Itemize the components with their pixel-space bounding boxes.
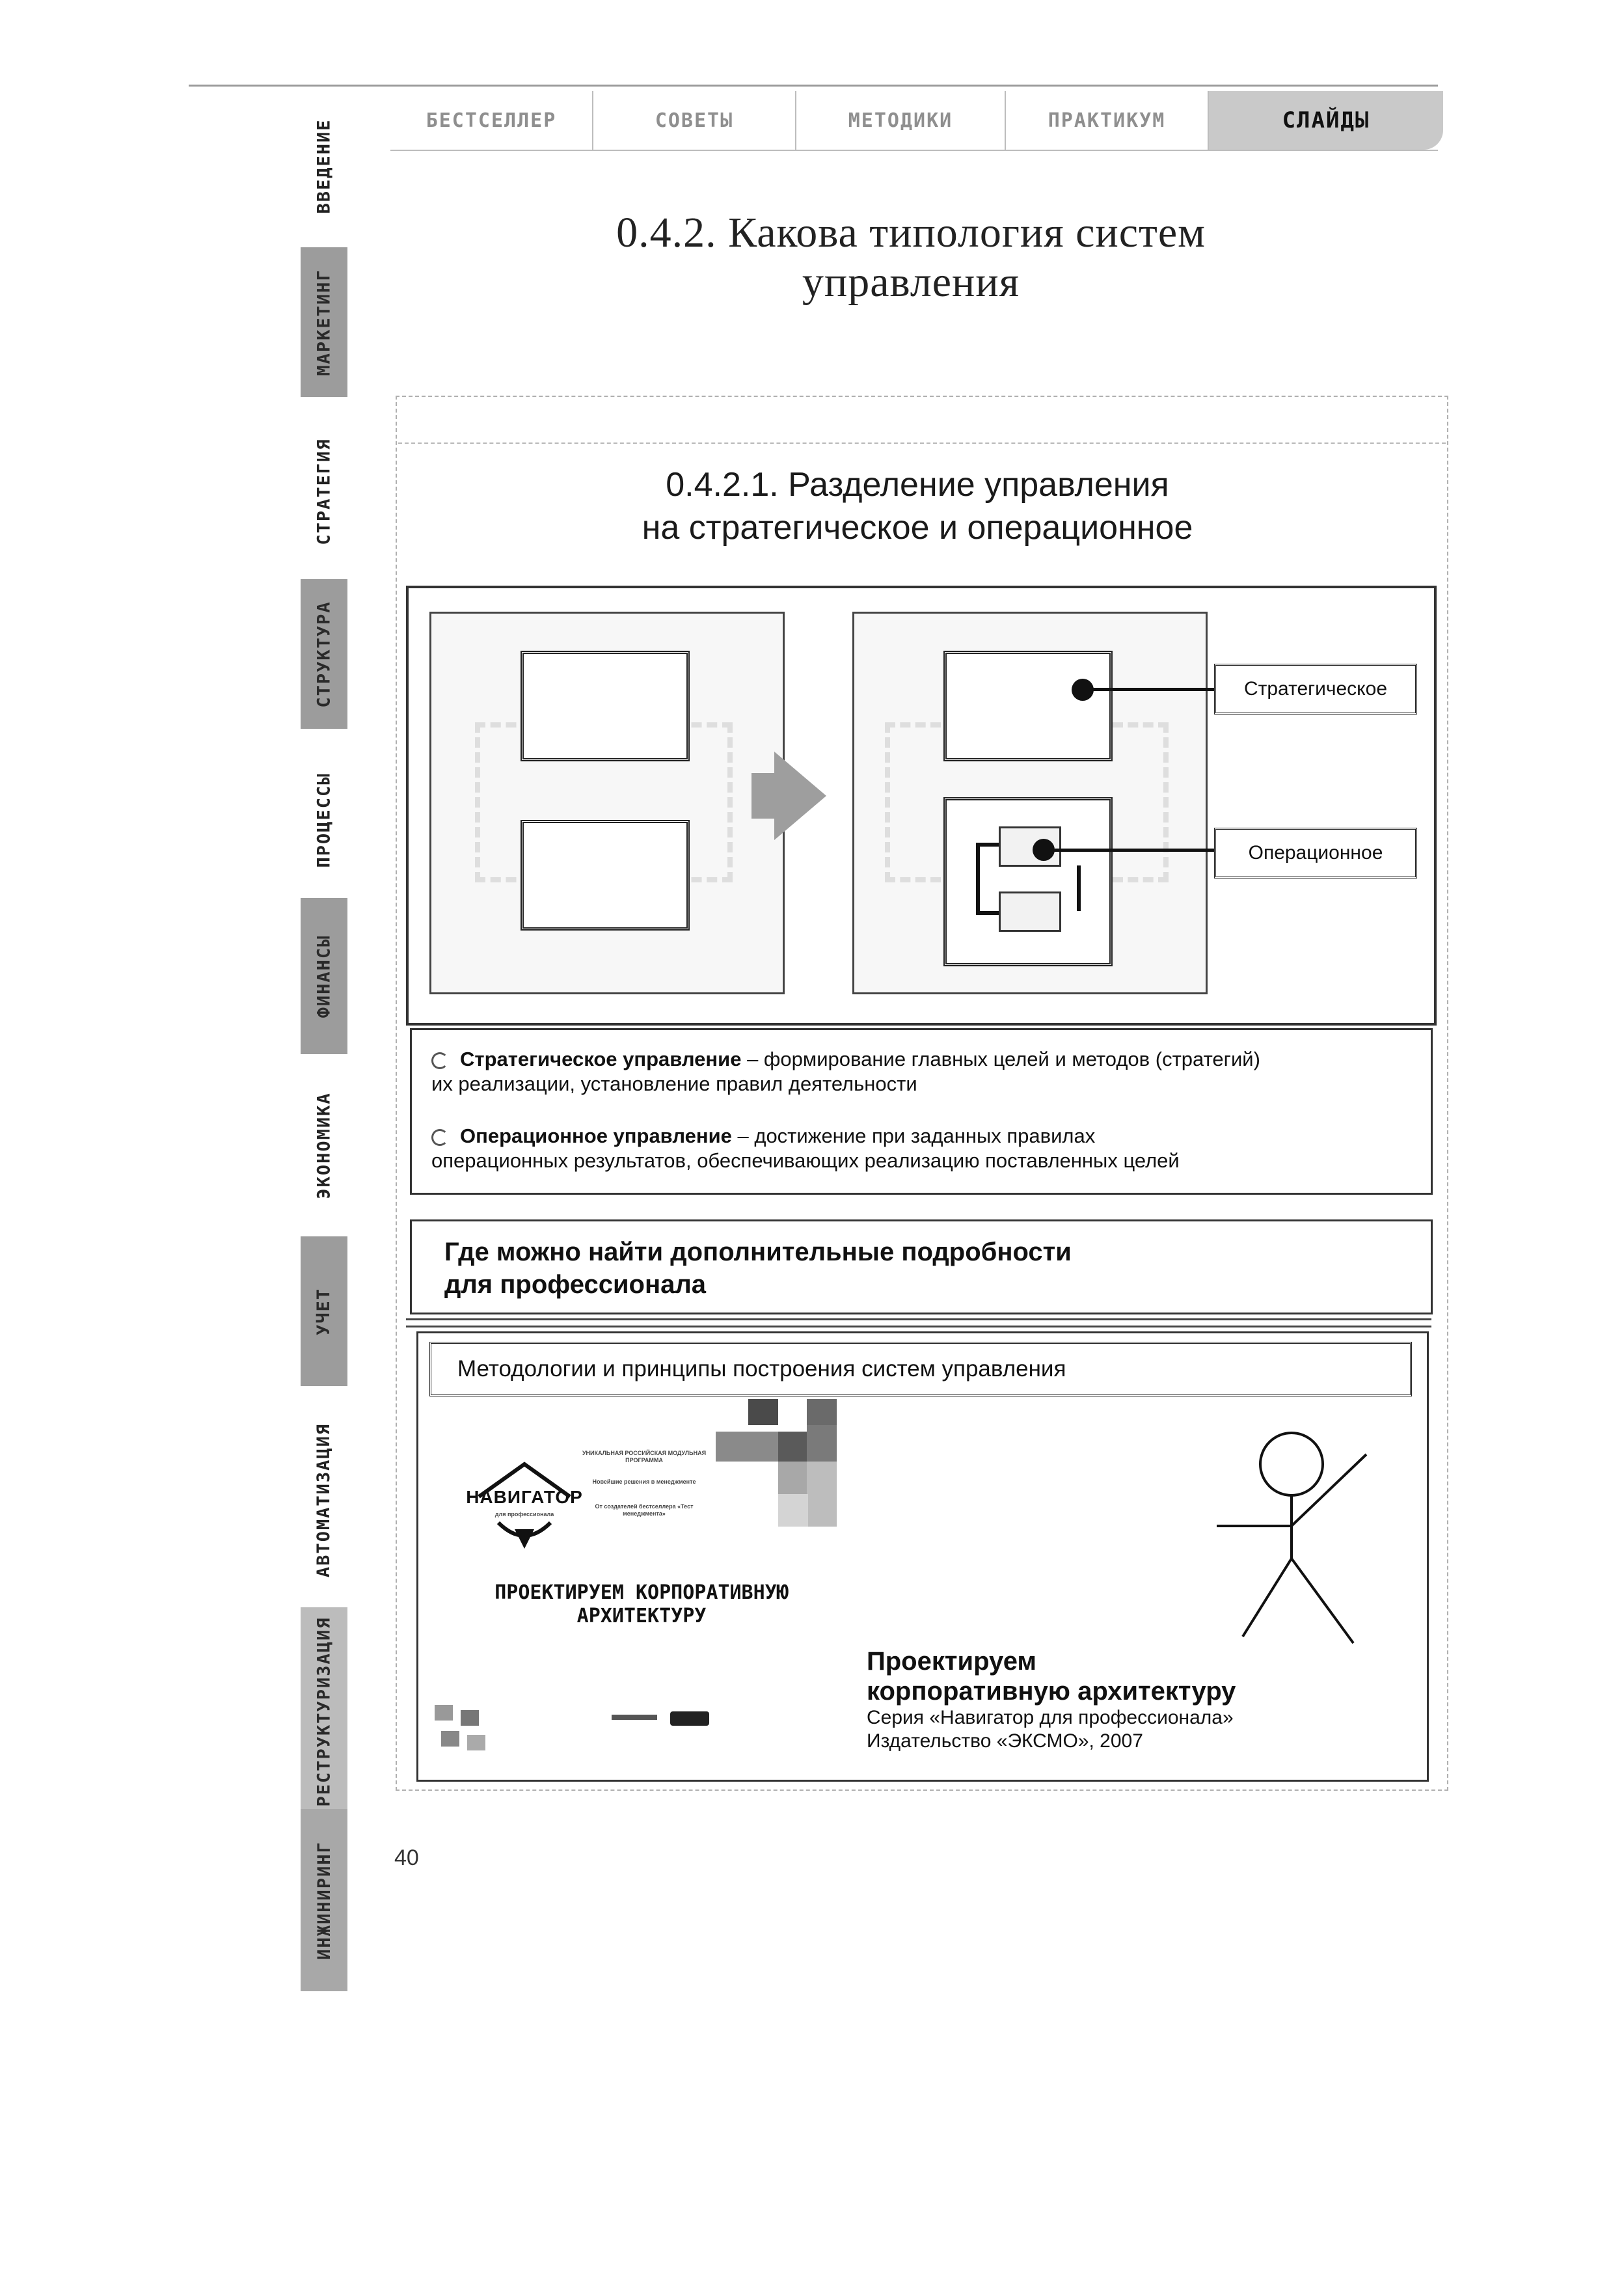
book-reference	[867, 1646, 1426, 1753]
cover-title: ПРОЕКТИРУЕМ КОРПОРАТИВНУЮ АРХИТЕКТУРУ	[494, 1581, 789, 1627]
label-operational: Операционное	[1214, 828, 1417, 878]
diagram-sub-loop-top	[976, 843, 999, 847]
diagram-sub-box-bottom	[999, 891, 1061, 932]
double-rule	[406, 1318, 1431, 1327]
label-strategic: Стратегическое	[1214, 664, 1417, 714]
publisher-logo-bar	[612, 1715, 657, 1720]
sidebar-item-processy[interactable]: ПРОЦЕССЫ	[314, 772, 334, 868]
cover-mosaic	[716, 1399, 839, 1542]
cover-blurb-2: Новейшие решения в менеджменте	[592, 1478, 696, 1485]
sidebar-item-vvedenie[interactable]: ВВЕДЕНИЕ	[314, 118, 334, 214]
strategic-connector	[1083, 688, 1217, 691]
tab-metodiki[interactable]: МЕТОДИКИ	[796, 91, 1006, 150]
book-title-line2: корпоративную архитектуру	[867, 1677, 1236, 1706]
bullet-icon	[431, 1052, 448, 1069]
further-reading-title: Где можно найти дополнительные подробности для профессионала	[444, 1238, 1072, 1299]
tab-praktikum[interactable]: ПРАКТИКУМ	[1006, 91, 1209, 150]
logo-text: НАВИГАТОР	[466, 1487, 583, 1507]
section-tabs	[390, 91, 1438, 151]
further-reading-box	[410, 1219, 1433, 1314]
slide-title: 0.4.2.1. Разделение управления на стратегическое и операционное	[642, 466, 1193, 547]
sidebar-item-struktura[interactable]: СТРУКТУРА	[301, 579, 347, 729]
definition-strategic: Стратегическое управление – формирование главных целей и методов (стратегий) их реализации, установление правил деятельности	[431, 1048, 1260, 1095]
slide-top-rule	[398, 442, 1446, 444]
sidebar-item-restrukturizaciya[interactable]: РЕСТРУКТУРИЗАЦИЯ	[301, 1607, 347, 1816]
definitions-box	[410, 1028, 1433, 1195]
operational-connector	[1044, 849, 1217, 852]
top-rule	[189, 85, 1438, 87]
sidebar-item-uchet[interactable]: УЧЕТ	[301, 1236, 347, 1386]
methodology-label: Методологии и принципы построения систем управления	[429, 1342, 1412, 1396]
tab-sovety[interactable]: СОВЕТЫ	[593, 91, 796, 150]
book-title-line1: Проектируем	[867, 1647, 1036, 1676]
sidebar-item-finansy[interactable]: ФИНАНСЫ	[301, 898, 347, 1054]
publisher-badge-icon	[670, 1711, 709, 1726]
logo-subtitle: для профессионала	[494, 1511, 554, 1517]
chapter-sidebar	[301, 98, 347, 1960]
cover-pixel-icon	[435, 1705, 500, 1757]
page-number: 40	[394, 1845, 419, 1870]
diagram-box-strategic	[943, 651, 1113, 761]
diagram-sub-loop-left	[976, 843, 980, 914]
tab-bestseller[interactable]: БЕСТСЕЛЛЕР	[390, 91, 593, 150]
diagram-box-bottom	[521, 820, 690, 931]
diagram-sub-loop-right	[1077, 865, 1081, 911]
diagram-box-operational	[943, 797, 1113, 966]
definition-operational: Операционное управление – достижение при заданных правилах операционных результатов, обеспечивающих реализацию поставленных целей	[431, 1124, 1180, 1172]
book-publisher: Издательство «ЭКСМО», 2007	[867, 1730, 1143, 1752]
tab-slaidy[interactable]: СЛАЙДЫ	[1209, 91, 1443, 150]
diagram-sub-loop-bottom	[976, 911, 999, 915]
book-series: Серия «Навигатор для профессионала»	[867, 1707, 1234, 1728]
sidebar-item-marketing[interactable]: МАРКЕТИНГ	[301, 247, 347, 397]
diagram-box-top	[521, 651, 690, 761]
bullet-icon	[431, 1129, 448, 1146]
transition-arrow-icon	[774, 752, 826, 840]
page-title: 0.4.2. Какова типология систем управления	[616, 209, 1206, 306]
transition-arrow-stem	[751, 773, 778, 819]
stick-figure-icon	[1204, 1428, 1379, 1669]
sidebar-item-strategiya[interactable]: СТРАТЕГИЯ	[314, 437, 334, 545]
cover-blurb-1: УНИКАЛЬНАЯ РОССИЙСКАЯ МОДУЛЬНАЯ ПРОГРАММА	[582, 1450, 707, 1463]
sidebar-item-ekonomika[interactable]: ЭКОНОМИКА	[314, 1091, 334, 1199]
sidebar-item-inzhiniring[interactable]: ИНЖИНИРИНГ	[301, 1809, 347, 1991]
cover-blurb-3: От создателей бестселлера «Тест менеджмента»	[595, 1503, 694, 1517]
sidebar-item-avtomatizaciya[interactable]: АВТОМАТИЗАЦИЯ	[314, 1422, 334, 1577]
